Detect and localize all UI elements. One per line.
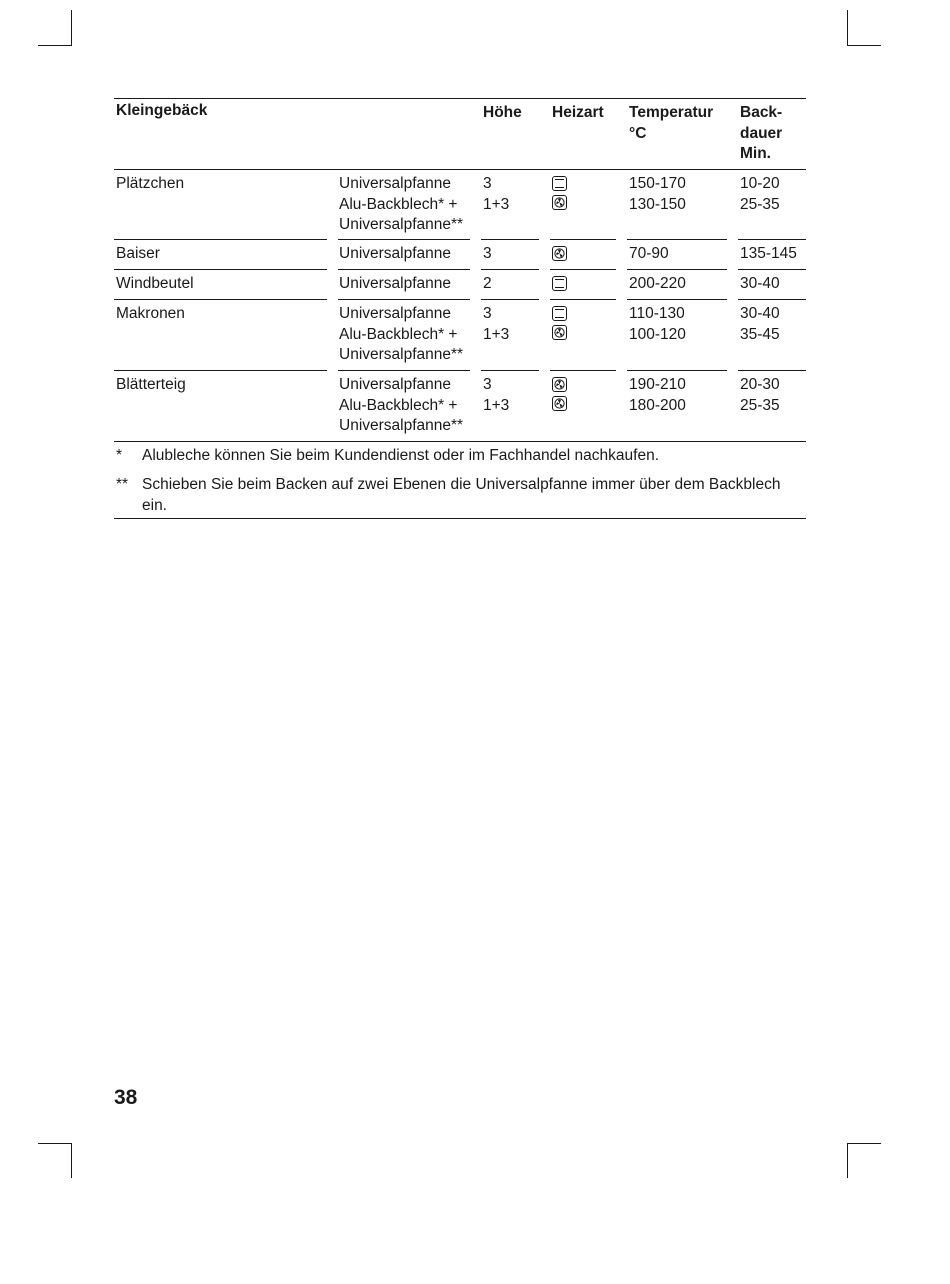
row-rule — [481, 239, 539, 240]
header-height: Höhe — [483, 104, 522, 121]
hot-air-icon — [552, 246, 567, 261]
footnote-1-line: Alubleche können Sie beim Kundendienst oder im Fachhandel nachkaufen. — [142, 447, 660, 464]
cell-tray — [339, 375, 463, 437]
cell-temp — [629, 244, 669, 265]
header-heating: Heizart — [552, 104, 604, 121]
row-rule — [114, 269, 327, 270]
row-rule — [550, 239, 616, 240]
row-rule — [114, 239, 327, 240]
header-item: Kleingebäck — [116, 102, 208, 119]
crop-mark-top-left — [38, 45, 72, 46]
row-rule — [627, 299, 727, 300]
cell-height-line: 3 — [483, 245, 492, 262]
crop-mark-top-right — [847, 10, 848, 45]
cell-tray-line: Universalpfanne** — [339, 346, 464, 363]
row-rule — [481, 370, 539, 371]
cell-temp-line: 190-210 — [629, 376, 686, 393]
cell-name-line: Makronen — [116, 305, 185, 322]
row-rule — [627, 269, 727, 270]
row-rule — [738, 239, 806, 240]
cell-temp-line: 70-90 — [629, 245, 669, 262]
cell-temp — [629, 174, 686, 215]
crop-mark-bottom-right — [847, 1143, 848, 1178]
hot-air-icon — [552, 396, 567, 411]
page-number: 38 — [114, 1086, 138, 1109]
cell-duration-line: 10-20 — [740, 175, 780, 192]
row-rule — [550, 370, 616, 371]
cell-height-line: 1+3 — [483, 325, 510, 343]
top-bottom-heat-icon — [552, 276, 567, 291]
footnote-1-text — [142, 446, 659, 467]
crop-mark-top-left — [71, 10, 72, 45]
cell-height — [483, 375, 509, 416]
cell-temp-line: 150-170 — [629, 175, 686, 192]
cell-tray-line: Universalpfanne — [339, 376, 452, 393]
row-rule — [627, 239, 727, 240]
cell-tray-line: Universalpfanne — [339, 245, 452, 262]
cell-temp-line: 130-150 — [629, 195, 686, 213]
footnote-2-line: ein. — [142, 496, 167, 514]
cell-tray-line: Alu-Backblech* + — [339, 396, 458, 414]
table-top-rule — [114, 98, 806, 99]
crop-mark-bottom-left — [38, 1143, 72, 1144]
cell-duration-line: 135-145 — [740, 245, 797, 262]
cell-height-line: 1+3 — [483, 396, 510, 414]
cell-duration — [740, 174, 780, 215]
table-bottom-rule — [114, 518, 806, 519]
header-duration-line: Back- — [740, 104, 783, 121]
cell-temp — [629, 274, 686, 295]
header-temperature-unit: °C — [629, 124, 647, 142]
cell-tray-line: Alu-Backblech* + — [339, 195, 458, 213]
row-rule — [738, 370, 806, 371]
cell-duration-line: 30-40 — [740, 305, 780, 322]
cell-tray-line: Universalpfanne — [339, 175, 452, 192]
cell-height-line: 3 — [483, 305, 492, 322]
footnote-2-line: Schieben Sie beim Backen auf zwei Ebenen die Universalpfanne immer über dem Backblech — [142, 476, 781, 493]
header-temperature — [629, 103, 713, 144]
row-rule — [481, 269, 539, 270]
cell-name-line: Plätzchen — [116, 175, 185, 192]
cell-height — [483, 244, 492, 265]
cell-temp — [629, 375, 686, 416]
row-rule — [338, 299, 470, 300]
cell-tray — [339, 274, 451, 295]
cell-heating — [552, 274, 567, 295]
row-rule — [738, 299, 806, 300]
cell-name — [116, 375, 186, 396]
hot-air-icon — [552, 325, 567, 340]
cell-temp — [629, 304, 686, 345]
row-rule — [114, 441, 806, 442]
cell-temp-line: 180-200 — [629, 396, 686, 414]
cell-temp-line: 200-220 — [629, 275, 686, 292]
cell-heating — [552, 375, 567, 414]
cell-name-line: Baiser — [116, 245, 160, 262]
cell-tray — [339, 174, 463, 236]
row-rule — [338, 370, 470, 371]
cell-height — [483, 304, 509, 345]
cell-duration — [740, 375, 780, 416]
header-duration-line: dauer — [740, 124, 783, 142]
hot-air-icon — [552, 377, 567, 392]
cell-name — [116, 304, 185, 325]
row-rule — [738, 269, 806, 270]
row-rule — [550, 269, 616, 270]
cell-temp-line: 100-120 — [629, 325, 686, 343]
cell-tray — [339, 304, 463, 366]
row-rule — [481, 299, 539, 300]
row-rule — [627, 370, 727, 371]
cell-tray-line: Alu-Backblech* + — [339, 325, 458, 343]
crop-mark-bottom-left — [71, 1143, 72, 1178]
cell-height-line: 3 — [483, 175, 492, 192]
cell-name — [116, 244, 160, 265]
top-bottom-heat-icon — [552, 176, 567, 191]
cell-heating — [552, 304, 567, 343]
cell-height-line: 3 — [483, 376, 492, 393]
cell-duration-line: 25-35 — [740, 396, 780, 414]
cell-tray-line: Universalpfanne — [339, 305, 452, 322]
cell-name-line: Windbeutel — [116, 275, 194, 292]
top-bottom-heat-icon — [552, 306, 567, 321]
cell-heating — [552, 174, 567, 213]
footnote-2-text — [142, 475, 780, 516]
cell-duration — [740, 244, 797, 265]
cell-duration-line: 20-30 — [740, 376, 780, 393]
crop-mark-bottom-right — [847, 1143, 881, 1144]
cell-heating — [552, 244, 567, 265]
cell-height-line: 1+3 — [483, 195, 510, 213]
cell-name — [116, 174, 184, 195]
cell-duration — [740, 304, 780, 345]
cell-tray — [339, 244, 451, 265]
crop-mark-top-right — [847, 45, 881, 46]
row-rule — [338, 239, 470, 240]
row-rule — [338, 269, 470, 270]
header-rule — [114, 169, 806, 170]
footnote-2-mark: ** — [116, 476, 129, 493]
header-duration — [740, 103, 782, 165]
row-rule — [114, 370, 327, 371]
header-temperature-line: Temperatur — [629, 104, 714, 121]
hot-air-icon — [552, 195, 567, 210]
cell-height-line: 2 — [483, 275, 492, 292]
cell-duration-line: 30-40 — [740, 275, 780, 292]
cell-duration-line: 35-45 — [740, 325, 780, 343]
footnote-1-mark: * — [116, 447, 123, 464]
row-rule — [114, 299, 327, 300]
header-duration-unit: Min. — [740, 145, 771, 162]
cell-height — [483, 274, 492, 295]
cell-tray-line: Universalpfanne** — [339, 417, 464, 434]
cell-duration-line: 25-35 — [740, 195, 780, 213]
cell-tray-line: Universalpfanne** — [339, 216, 464, 233]
cell-height — [483, 174, 509, 215]
row-rule — [550, 299, 616, 300]
cell-name — [116, 274, 194, 295]
cell-name-line: Blätterteig — [116, 376, 186, 393]
cell-temp-line: 110-130 — [629, 305, 685, 322]
cell-tray-line: Universalpfanne — [339, 275, 452, 292]
cell-duration — [740, 274, 780, 295]
